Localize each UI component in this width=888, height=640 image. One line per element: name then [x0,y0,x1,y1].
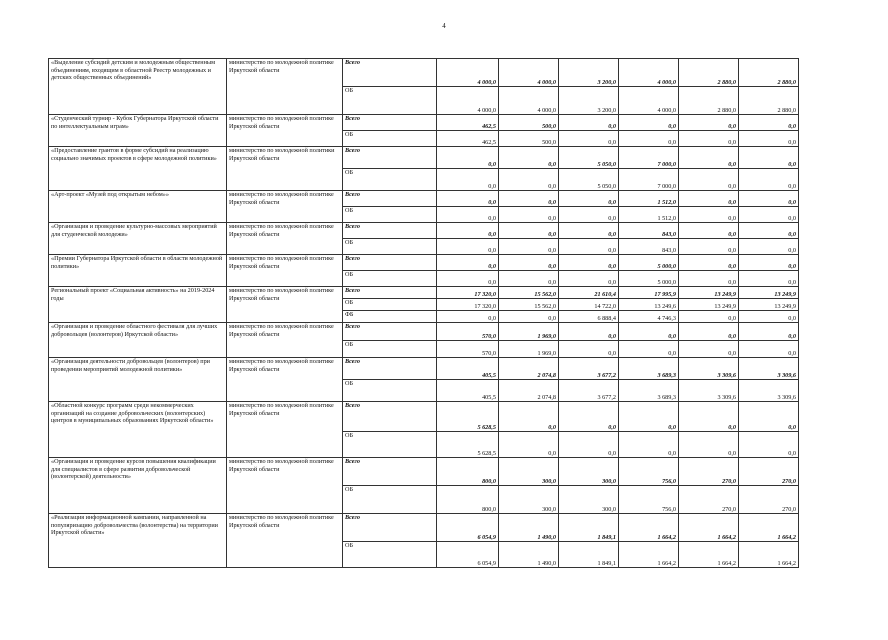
amount-cell: 0,0 [559,341,619,358]
amount-cell: 756,0 [619,458,679,486]
table-row [49,402,799,432]
amount-cell: 0,0 [679,432,739,458]
amount-cell: 0,0 [437,223,499,239]
amount-cell: 0,0 [499,311,559,323]
executor-cell: министерство по молодежной политике Иркутской области [227,402,343,458]
amount-cell: 2 880,0 [739,87,799,115]
amount-cell: 17 320,0 [437,287,499,299]
amount-cell: 2 074,8 [499,358,559,380]
funding-source-cell: Всего [343,115,437,131]
amount-cell: 0,0 [559,323,619,341]
funding-source-cell: ОБ [343,341,437,358]
amount-cell: 1 512,0 [619,207,679,223]
amount-cell: 13 249,9 [739,299,799,311]
executor-cell: министерство по молодежной политике Иркутской области [227,223,343,255]
funding-source-cell: ОБ [343,239,437,255]
funding-source-cell: ОБ [343,271,437,287]
funding-source-cell: Всего [343,287,437,299]
funding-source-cell: Всего [343,514,437,542]
amount-cell: 4 000,0 [619,59,679,87]
table-row [49,115,799,131]
funding-source-cell: ОБ [343,87,437,115]
amount-cell: 4 000,0 [499,87,559,115]
amount-cell: 0,0 [679,223,739,239]
amount-cell: 5 000,0 [619,255,679,271]
amount-cell: 5 628,5 [437,432,499,458]
amount-cell: 843,0 [619,223,679,239]
amount-cell: 4 000,0 [619,87,679,115]
amount-cell: 0,0 [437,191,499,207]
executor-cell: министерство по молодежной политике Иркутской области [227,358,343,402]
amount-cell: 0,0 [679,191,739,207]
event-name-cell: Региональный проект «Социальная активность» на 2019-2024 годы [49,287,227,323]
table-row [49,323,799,341]
amount-cell: 0,0 [739,131,799,147]
event-name-cell: «Премии Губернатора Иркутской области в области молодежной политики» [49,255,227,287]
amount-cell: 1 664,2 [679,514,739,542]
funding-source-cell: Всего [343,147,437,169]
amount-cell: 300,0 [559,458,619,486]
funding-source-cell: ОБ [343,169,437,191]
amount-cell: 0,0 [739,402,799,432]
amount-cell: 0,0 [679,207,739,223]
amount-cell: 0,0 [437,239,499,255]
amount-cell: 3 677,2 [559,358,619,380]
amount-cell: 0,0 [559,207,619,223]
amount-cell: 0,0 [559,115,619,131]
amount-cell: 0,0 [679,169,739,191]
amount-cell: 1 969,0 [499,323,559,341]
amount-cell: 843,0 [619,239,679,255]
executor-cell: министерство по молодежной политике Иркутской области [227,323,343,358]
amount-cell: 0,0 [559,191,619,207]
amount-cell: 6 888,4 [559,311,619,323]
funding-source-cell: Всего [343,402,437,432]
table-row [49,191,799,207]
funding-source-cell: Всего [343,458,437,486]
amount-cell: 500,0 [499,115,559,131]
amount-cell: 5 050,0 [559,147,619,169]
amount-cell: 13 249,9 [679,299,739,311]
amount-cell: 270,0 [739,486,799,514]
amount-cell: 0,0 [619,131,679,147]
amount-cell: 3 689,3 [619,380,679,402]
executor-cell: министерство по молодежной политике Иркутской области [227,115,343,147]
amount-cell: 1 664,2 [679,542,739,568]
event-name-cell: «Выделение субсидий детским и молодежным общественным объединениям, входящим в областной Реестр молодежных и детских общественных объединений» [49,59,227,115]
amount-cell: 0,0 [679,271,739,287]
amount-cell: 0,0 [679,239,739,255]
event-name-cell: «Предоставление грантов в форме субсидий на реализацию социально значимых проектов в сфере молодежной политики» [49,147,227,191]
amount-cell: 0,0 [437,271,499,287]
funding-source-cell: ОБ [343,299,437,311]
amount-cell: 300,0 [499,458,559,486]
amount-cell: 300,0 [499,486,559,514]
amount-cell: 17 995,9 [619,287,679,299]
event-name-cell: «Организация деятельности добровольцев (волонтеров) при проведении мероприятий молодежной политики» [49,358,227,402]
amount-cell: 3 309,6 [679,380,739,402]
amount-cell: 4 000,0 [499,59,559,87]
amount-cell: 0,0 [499,223,559,239]
event-name-cell: «Организация и проведение областного фестиваля для лучших добровольцев (волонтеров) Иркутской области» [49,323,227,358]
executor-cell: министерство по молодежной политики Иркутской области [227,147,343,191]
amount-cell: 0,0 [739,255,799,271]
funding-source-cell: Всего [343,358,437,380]
amount-cell: 1 664,2 [739,542,799,568]
amount-cell: 1 490,0 [499,514,559,542]
amount-cell: 6 054,9 [437,514,499,542]
event-name-cell: «Организация и проведение культурно-массовых мероприятий для студенческой молодежи» [49,223,227,255]
amount-cell: 0,0 [499,147,559,169]
amount-cell: 0,0 [619,323,679,341]
amount-cell: 0,0 [499,169,559,191]
executor-cell: министерство по молодежной политике Иркутской области [227,191,343,223]
amount-cell: 0,0 [679,147,739,169]
amount-cell: 5 628,5 [437,402,499,432]
amount-cell: 0,0 [739,323,799,341]
amount-cell: 270,0 [679,458,739,486]
amount-cell: 1 664,2 [619,542,679,568]
event-name-cell: «Арт-проект «Музей под открытым небом»» [49,191,227,223]
funding-source-cell: Всего [343,323,437,341]
amount-cell: 270,0 [679,486,739,514]
amount-cell: 2 880,0 [739,59,799,87]
table-row [49,458,799,486]
amount-cell: 1 849,1 [559,542,619,568]
funding-source-cell: ОБ [343,207,437,223]
amount-cell: 4 000,0 [437,59,499,87]
amount-cell: 0,0 [739,239,799,255]
table-row [49,514,799,542]
amount-cell: 0,0 [559,255,619,271]
amount-cell: 405,5 [437,380,499,402]
amount-cell: 1 664,2 [739,514,799,542]
amount-cell: 14 722,0 [559,299,619,311]
table-row [49,223,799,239]
table-row [49,147,799,169]
executor-cell: министерство по молодежной политике Иркутской области [227,514,343,568]
executor-cell: министерство по молодежной политике Иркутской области [227,59,343,115]
amount-cell: 17 320,0 [437,299,499,311]
amount-cell: 0,0 [679,402,739,432]
amount-cell: 4 000,0 [437,87,499,115]
amount-cell: 756,0 [619,486,679,514]
amount-cell: 0,0 [499,271,559,287]
funding-source-cell: Всего [343,59,437,87]
amount-cell: 0,0 [679,323,739,341]
executor-cell: министерство по молодежной политике Иркутской области [227,287,343,323]
amount-cell: 13 249,9 [679,287,739,299]
amount-cell: 0,0 [679,341,739,358]
event-name-cell: «Областной конкурс программ среди некоммерческих организаций на создание добровольческих (волонтерских) центров в муниципальных образованиях Иркутской области» [49,402,227,458]
amount-cell: 4 746,3 [619,311,679,323]
table-row [49,59,799,87]
amount-cell: 405,5 [437,358,499,380]
amount-cell: 0,0 [499,432,559,458]
amount-cell: 0,0 [739,169,799,191]
amount-cell: 3 677,2 [559,380,619,402]
amount-cell: 3 309,6 [739,358,799,380]
amount-cell: 13 249,6 [619,299,679,311]
amount-cell: 0,0 [739,115,799,131]
amount-cell: 0,0 [437,255,499,271]
amount-cell: 7 000,0 [619,147,679,169]
executor-cell: министерство по молодежной политике Иркутской области [227,458,343,514]
event-name-cell: «Реализация информационной кампании, направленной на популяризацию добровольчества (волонтерства) на территории Иркутской области» [49,514,227,568]
amount-cell: 6 054,9 [437,542,499,568]
amount-cell: 0,0 [679,115,739,131]
amount-cell: 0,0 [559,402,619,432]
executor-cell: министерство по молодежной политике Иркутской области [227,255,343,287]
amount-cell: 0,0 [499,239,559,255]
amount-cell: 5 000,0 [619,271,679,287]
amount-cell: 13 249,9 [739,287,799,299]
amount-cell: 0,0 [559,239,619,255]
amount-cell: 0,0 [499,191,559,207]
amount-cell: 0,0 [559,432,619,458]
amount-cell: 0,0 [437,147,499,169]
amount-cell: 800,0 [437,458,499,486]
amount-cell: 0,0 [739,432,799,458]
amount-cell: 2 880,0 [679,59,739,87]
amount-cell: 0,0 [437,169,499,191]
amount-cell: 0,0 [437,311,499,323]
table-row [49,287,799,299]
amount-cell: 15 562,0 [499,287,559,299]
amount-cell: 3 309,6 [679,358,739,380]
funding-source-cell: ОБ [343,380,437,402]
funding-source-cell: ОБ [343,131,437,147]
amount-cell: 0,0 [559,223,619,239]
amount-cell: 0,0 [619,402,679,432]
amount-cell: 1 512,0 [619,191,679,207]
funding-source-cell: Всего [343,223,437,239]
amount-cell: 1 849,1 [559,514,619,542]
event-name-cell: «Студенческий турнир - Кубок Губернатора Иркутской области по интеллектуальным играм» [49,115,227,147]
amount-cell: 0,0 [499,402,559,432]
amount-cell: 5 050,0 [559,169,619,191]
funding-source-cell: ОБ [343,486,437,514]
amount-cell: 570,0 [437,341,499,358]
amount-cell: 0,0 [679,311,739,323]
amount-cell: 800,0 [437,486,499,514]
budget-table [48,58,799,568]
event-name-cell: «Организация и проведение курсов повышения квалификации для специалистов в сфере развития добровольческой (волонтерской) деятельности» [49,458,227,514]
amount-cell: 0,0 [739,311,799,323]
table-row [49,358,799,380]
amount-cell: 0,0 [679,255,739,271]
funding-source-cell: Всего [343,255,437,271]
amount-cell: 462,5 [437,115,499,131]
amount-cell: 0,0 [619,115,679,131]
funding-source-cell: ОБ [343,432,437,458]
amount-cell: 0,0 [619,432,679,458]
amount-cell: 500,0 [499,131,559,147]
funding-source-cell: Всего [343,191,437,207]
amount-cell: 0,0 [739,207,799,223]
amount-cell: 3 200,0 [559,59,619,87]
amount-cell: 0,0 [739,223,799,239]
amount-cell: 1 490,0 [499,542,559,568]
amount-cell: 0,0 [499,255,559,271]
amount-cell: 0,0 [559,131,619,147]
amount-cell: 270,0 [739,458,799,486]
page-number: 4 [442,22,446,30]
amount-cell: 3 309,6 [739,380,799,402]
amount-cell: 0,0 [499,207,559,223]
amount-cell: 2 880,0 [679,87,739,115]
amount-cell: 15 562,0 [499,299,559,311]
amount-cell: 1 664,2 [619,514,679,542]
amount-cell: 3 689,3 [619,358,679,380]
amount-cell: 1 969,0 [499,341,559,358]
amount-cell: 0,0 [619,341,679,358]
amount-cell: 570,0 [437,323,499,341]
table-row [49,255,799,271]
amount-cell: 0,0 [739,271,799,287]
amount-cell: 0,0 [739,191,799,207]
amount-cell: 0,0 [437,207,499,223]
amount-cell: 0,0 [559,271,619,287]
amount-cell: 21 610,4 [559,287,619,299]
funding-source-cell: ФБ [343,311,437,323]
amount-cell: 462,5 [437,131,499,147]
amount-cell: 7 000,0 [619,169,679,191]
funding-source-cell: ОБ [343,542,437,568]
amount-cell: 2 074,8 [499,380,559,402]
amount-cell: 0,0 [739,147,799,169]
amount-cell: 0,0 [739,341,799,358]
amount-cell: 0,0 [679,131,739,147]
amount-cell: 3 200,0 [559,87,619,115]
amount-cell: 300,0 [559,486,619,514]
